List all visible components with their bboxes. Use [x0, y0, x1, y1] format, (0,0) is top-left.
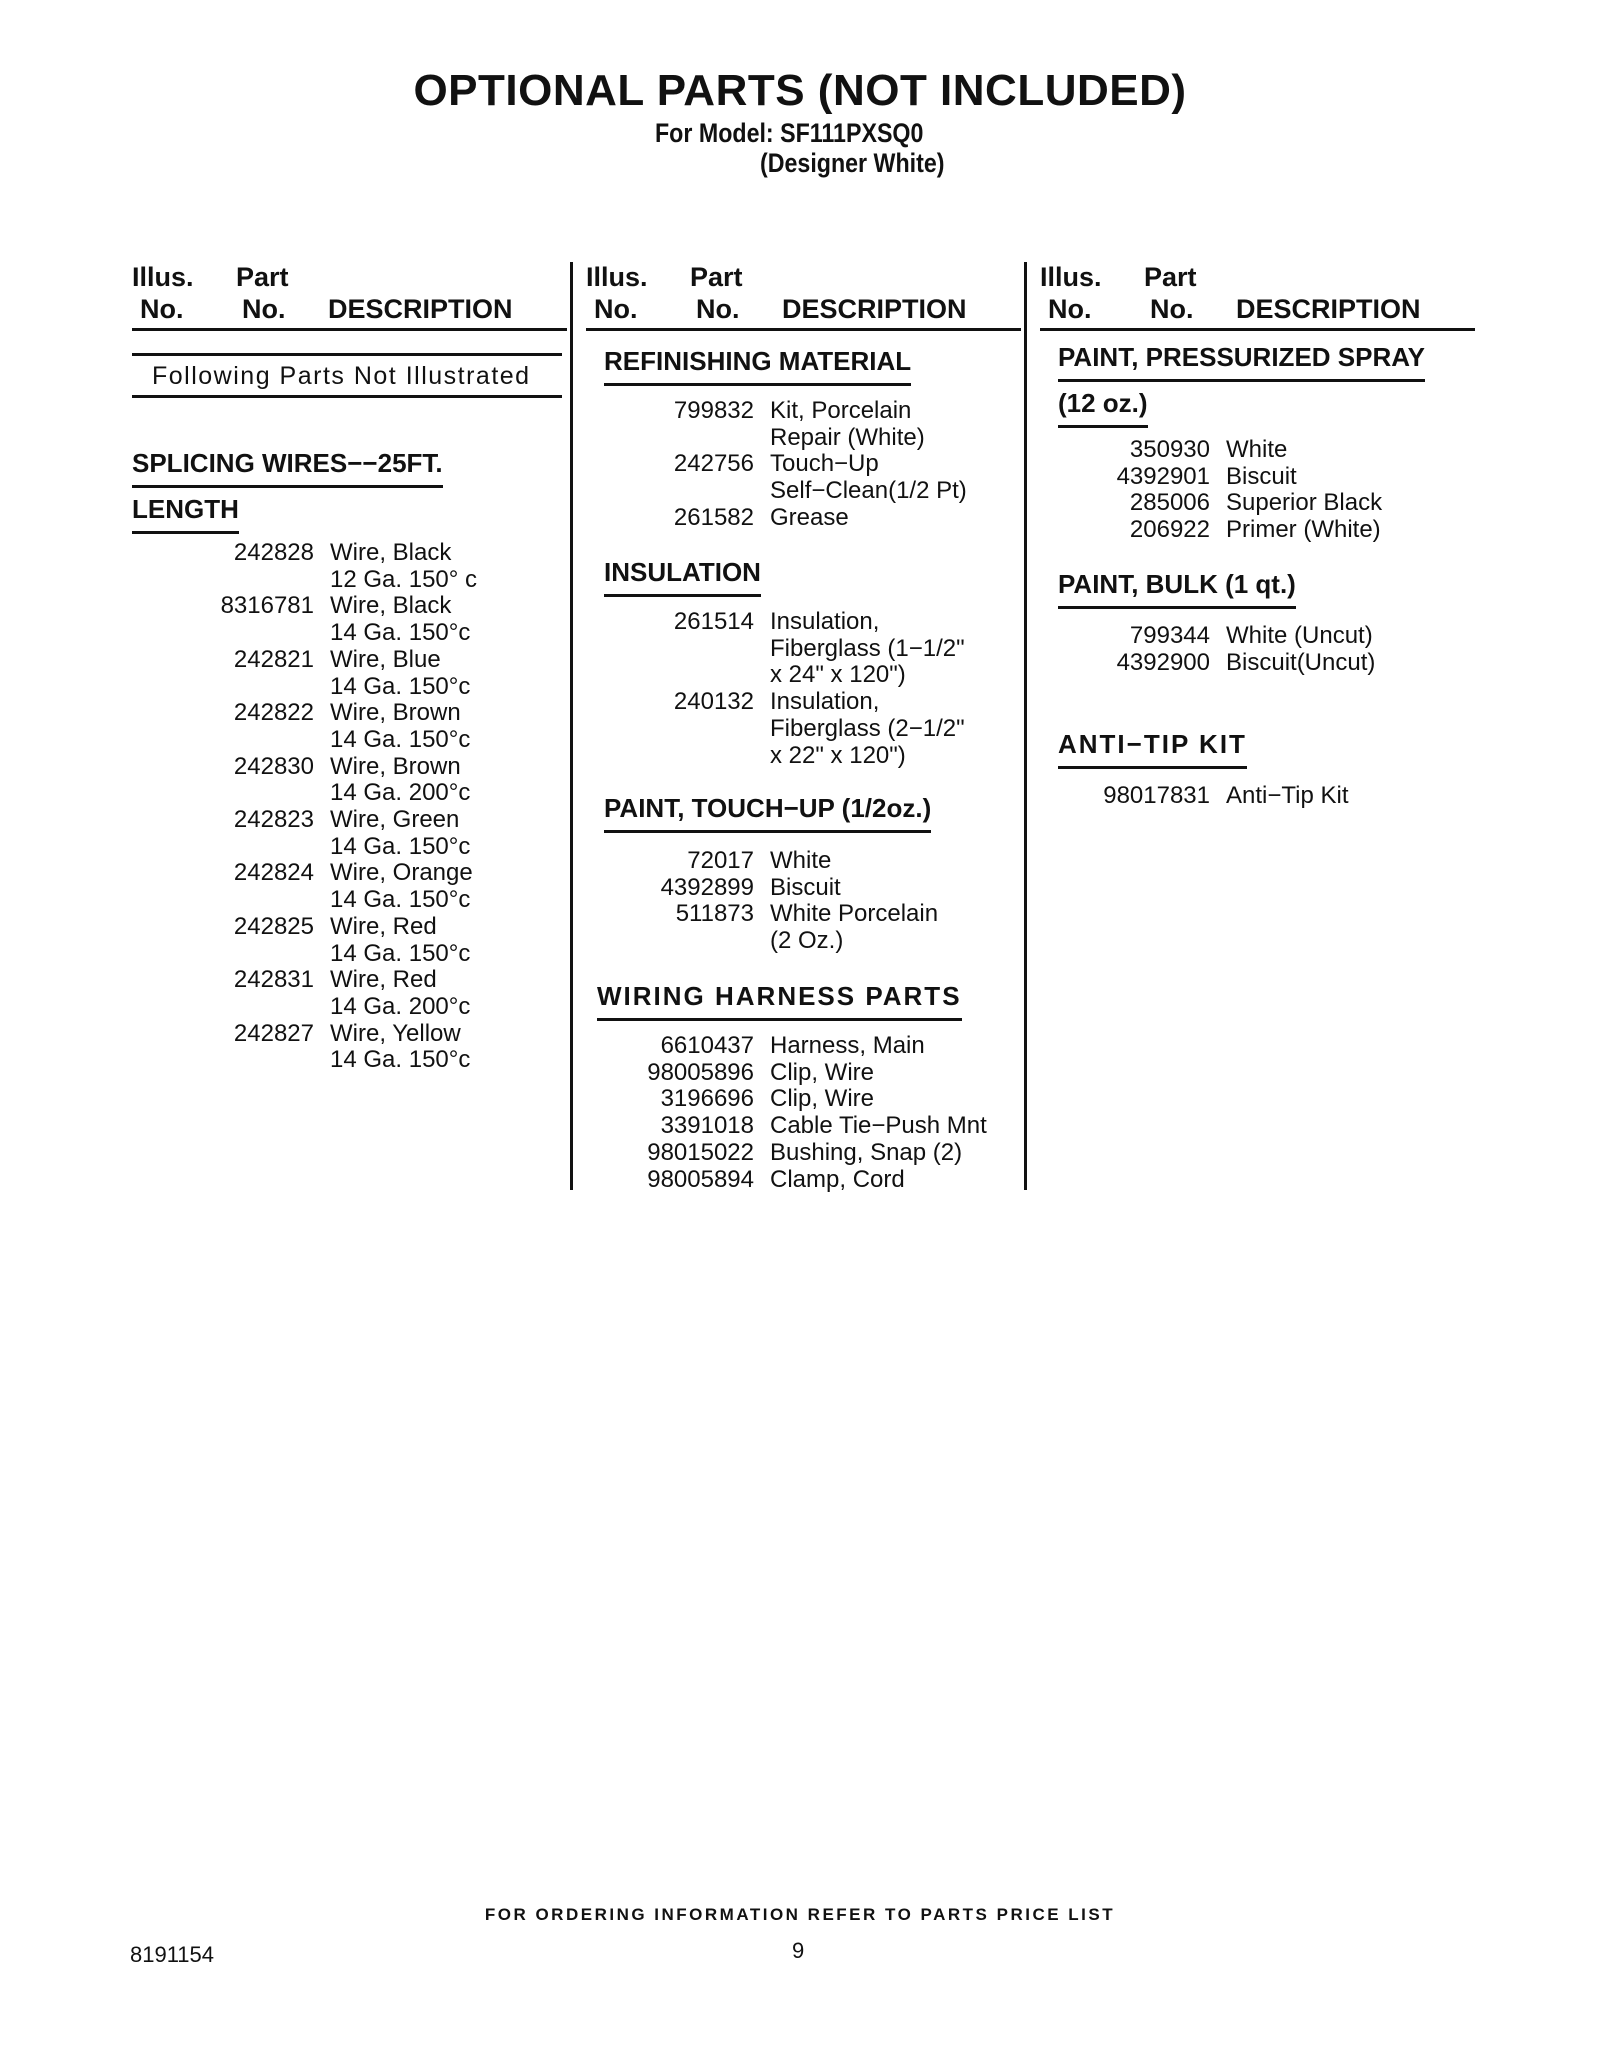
part-number: 98005894 — [647, 1165, 754, 1193]
column-divider — [1024, 262, 1027, 1190]
part-description: Wire, Black — [330, 539, 452, 566]
part-row — [580, 505, 967, 532]
column-3 — [1040, 262, 1475, 331]
part-description: Kit, Porcelain — [770, 397, 912, 424]
part-row — [140, 807, 477, 834]
part-number: 261582 — [673, 503, 754, 531]
section-title-line: PAINT, TOUCH−UP (1/2oz.) — [604, 787, 931, 833]
part-row — [580, 662, 965, 689]
part-row — [140, 754, 477, 781]
section-title-line: WIRING HARNESS PARTS — [597, 975, 962, 1021]
part-description: 14 Ga. 150°c — [330, 886, 471, 914]
header-part: Part — [236, 262, 289, 292]
part-description: 14 Ga. 200°c — [330, 992, 471, 1020]
part-number: 98017831 — [1103, 782, 1210, 809]
part-row — [140, 567, 477, 594]
color-line: (Designer White) — [760, 148, 945, 178]
part-description: Fiberglass (2−1/2" — [770, 714, 965, 742]
part-row — [140, 620, 477, 647]
part-number — [140, 567, 330, 594]
part-number: 242821 — [233, 645, 314, 673]
part-number: 350930 — [1129, 436, 1210, 463]
part-description: Biscuit — [770, 873, 841, 901]
section-title-refinishing — [604, 340, 911, 386]
part-number: 242831 — [233, 966, 314, 994]
part-number: 72017 — [687, 847, 754, 874]
part-description: Repair (White) — [770, 423, 925, 451]
part-description: 14 Ga. 150°c — [330, 832, 471, 860]
header-description: DESCRIPTION — [1236, 294, 1421, 324]
part-row — [1036, 783, 1349, 810]
section-title-touchup — [604, 787, 931, 833]
section-title-line: (12 oz.) — [1058, 382, 1148, 428]
part-description: Wire, Red — [330, 966, 437, 994]
part-description: Clip, Wire — [770, 1058, 875, 1086]
part-row — [140, 967, 477, 994]
part-description: Fiberglass (1−1/2" — [770, 634, 965, 662]
part-row — [140, 1021, 477, 1048]
column-divider — [570, 262, 573, 1190]
part-description: 14 Ga. 150°c — [330, 1046, 471, 1074]
part-row — [580, 928, 938, 955]
part-description: Biscuit — [1226, 462, 1297, 490]
column-1 — [132, 262, 567, 331]
part-row — [140, 860, 477, 887]
part-number: 240132 — [673, 688, 754, 716]
part-number — [140, 834, 330, 861]
part-row — [580, 1140, 987, 1167]
part-row — [580, 398, 967, 425]
part-description: 14 Ga. 150°c — [330, 619, 471, 647]
header-part: Part — [690, 262, 743, 292]
header-description: DESCRIPTION — [782, 294, 967, 324]
part-number: 206922 — [1129, 516, 1210, 544]
part-row — [580, 1113, 987, 1140]
part-row — [140, 540, 477, 567]
part-description: Wire, Black — [330, 592, 452, 620]
section-title-bulk — [1058, 563, 1296, 609]
item-list — [580, 398, 967, 532]
part-description: 14 Ga. 150°c — [330, 672, 471, 700]
part-row — [580, 425, 967, 452]
column-header — [132, 262, 567, 331]
part-row — [140, 887, 477, 914]
not-illustrated-note: Following Parts Not Illustrated — [132, 353, 562, 398]
part-description: Biscuit(Uncut) — [1226, 648, 1376, 676]
header-no: No. — [242, 294, 286, 324]
part-row — [140, 914, 477, 941]
part-description: x 24" x 120") — [770, 661, 906, 689]
section-title-pressurized-spray — [1058, 336, 1425, 428]
column-header — [586, 262, 1021, 331]
part-description: Wire, Orange — [330, 859, 473, 887]
item-list — [580, 848, 938, 955]
part-description: Wire, Brown — [330, 752, 461, 780]
part-number: 6610437 — [660, 1032, 754, 1059]
part-description: Wire, Blue — [330, 645, 441, 673]
section-title-wiring-harness — [597, 975, 962, 1021]
header-illus: Illus. — [1040, 262, 1102, 292]
part-row — [140, 941, 477, 968]
part-description: Wire, Yellow — [330, 1019, 461, 1047]
header-no: No. — [696, 294, 740, 324]
column-header — [1040, 262, 1475, 331]
header-illus: Illus. — [132, 262, 194, 292]
part-number: 799344 — [1129, 622, 1210, 649]
section-title-line: LENGTH — [132, 488, 239, 534]
part-description: Touch−Up — [770, 450, 879, 478]
part-description: Grease — [770, 503, 849, 531]
part-description: Wire, Red — [330, 912, 437, 940]
part-description: Insulation, — [770, 688, 880, 716]
item-list — [1036, 783, 1349, 810]
part-number — [140, 1047, 330, 1074]
part-description: Self−Clean(1/2 Pt) — [770, 477, 967, 505]
part-number — [140, 780, 330, 807]
section-title-anti-tip — [1058, 723, 1247, 769]
part-row — [580, 1167, 987, 1194]
section-title-line: PAINT, PRESSURIZED SPRAY — [1058, 336, 1425, 382]
part-description: Cable Tie−Push Mnt — [770, 1112, 987, 1140]
part-row — [580, 875, 938, 902]
section-title-line: SPLICING WIRES−−25FT. — [132, 442, 443, 488]
part-number: 98005896 — [647, 1058, 754, 1086]
part-number: 242828 — [233, 539, 314, 566]
part-row — [1036, 623, 1375, 650]
item-list — [580, 609, 965, 769]
part-description: Bushing, Snap (2) — [770, 1138, 963, 1166]
part-number — [140, 674, 330, 701]
section-title-line: INSULATION — [604, 551, 761, 597]
part-row — [140, 994, 477, 1021]
part-row — [580, 478, 967, 505]
part-number — [580, 636, 770, 663]
page-title: OPTIONAL PARTS (NOT INCLUDED) — [413, 66, 1187, 115]
ordering-info-note: FOR ORDERING INFORMATION REFER TO PARTS PRICE LIST — [484, 1905, 1116, 1924]
part-row — [140, 834, 477, 861]
header-no: No. — [140, 294, 184, 324]
item-list — [1036, 623, 1375, 676]
header-description: DESCRIPTION — [328, 294, 513, 324]
part-row — [580, 1086, 987, 1113]
header-part: Part — [1144, 262, 1197, 292]
part-description: Clip, Wire — [770, 1085, 875, 1113]
part-number — [580, 716, 770, 743]
part-row — [1036, 650, 1375, 677]
part-row — [140, 727, 477, 754]
part-description: Anti−Tip Kit — [1226, 782, 1349, 809]
part-description: 14 Ga. 150°c — [330, 725, 471, 753]
part-number: 98015022 — [647, 1138, 754, 1166]
part-row — [140, 647, 477, 674]
part-description: x 22" x 120") — [770, 741, 906, 769]
part-number: 4392900 — [1116, 648, 1210, 676]
part-row — [1036, 464, 1382, 491]
part-row — [1036, 437, 1382, 464]
part-description: Wire, Green — [330, 806, 460, 834]
item-list — [1036, 437, 1382, 544]
part-row — [1036, 517, 1382, 544]
part-row — [140, 593, 477, 620]
part-description: Insulation, — [770, 608, 880, 635]
part-description: Clamp, Cord — [770, 1165, 905, 1193]
part-description: White — [1226, 436, 1288, 463]
part-row — [580, 609, 965, 636]
part-description: White (Uncut) — [1226, 622, 1373, 649]
section-title-line: REFINISHING MATERIAL — [604, 340, 911, 386]
part-number — [580, 743, 770, 770]
section-title-line: ANTI−TIP KIT — [1058, 723, 1247, 769]
part-row — [1036, 490, 1382, 517]
part-number: 242824 — [233, 859, 314, 887]
section-title-splicing-wires — [132, 442, 443, 534]
part-description: 14 Ga. 200°c — [330, 779, 471, 807]
page-number: 9 — [792, 1938, 805, 1963]
part-row — [580, 636, 965, 663]
part-description: White Porcelain — [770, 900, 939, 928]
model-line: For Model: SF111PXSQ0 — [655, 118, 924, 148]
header-no: No. — [1048, 294, 1092, 324]
part-number: 242756 — [673, 450, 754, 478]
section-title-insulation — [604, 551, 761, 597]
part-number — [140, 994, 330, 1021]
part-number: 261514 — [673, 608, 754, 635]
part-row — [140, 780, 477, 807]
part-row — [140, 674, 477, 701]
part-number — [580, 478, 770, 505]
part-row — [580, 689, 965, 716]
part-number: 511873 — [675, 900, 754, 928]
part-row — [140, 700, 477, 727]
part-description: White — [770, 847, 832, 874]
part-description: 14 Ga. 150°c — [330, 939, 471, 967]
item-list — [140, 540, 477, 1074]
part-description: 12 Ga. 150° c — [330, 565, 478, 593]
part-number: 3391018 — [660, 1112, 754, 1140]
part-number: 242823 — [233, 806, 314, 834]
part-description: Superior Black — [1226, 489, 1383, 517]
part-row — [580, 451, 967, 478]
part-number: 242822 — [233, 699, 314, 727]
part-number: 8316781 — [220, 592, 314, 620]
part-description: (2 Oz.) — [770, 927, 844, 955]
part-row — [580, 1060, 987, 1087]
part-row — [580, 901, 938, 928]
part-number — [140, 887, 330, 914]
part-description: Wire, Brown — [330, 699, 461, 727]
part-number: 4392899 — [660, 873, 754, 901]
part-number: 242825 — [233, 912, 314, 940]
part-number: 285006 — [1129, 489, 1210, 517]
header-no: No. — [1150, 294, 1194, 324]
part-description: Harness, Main — [770, 1032, 925, 1059]
part-number — [580, 662, 770, 689]
part-number: 3196696 — [660, 1085, 754, 1113]
part-number — [580, 425, 770, 452]
part-number — [140, 727, 330, 754]
part-row — [140, 1047, 477, 1074]
document-number: 8191154 — [130, 1942, 215, 1967]
part-row — [580, 743, 965, 770]
section-title-line: PAINT, BULK (1 qt.) — [1058, 563, 1296, 609]
part-row — [580, 848, 938, 875]
part-number — [140, 620, 330, 647]
part-description: Primer (White) — [1226, 516, 1381, 544]
header-no: No. — [594, 294, 638, 324]
part-row — [580, 1033, 987, 1060]
part-number: 799832 — [673, 397, 754, 424]
column-2 — [586, 262, 1021, 331]
item-list — [580, 1033, 987, 1193]
header-illus: Illus. — [586, 262, 648, 292]
part-number — [580, 928, 770, 955]
part-row — [580, 716, 965, 743]
part-number — [140, 941, 330, 968]
part-number: 4392901 — [1116, 462, 1210, 490]
part-number: 242830 — [233, 752, 314, 780]
part-number: 242827 — [233, 1019, 314, 1047]
